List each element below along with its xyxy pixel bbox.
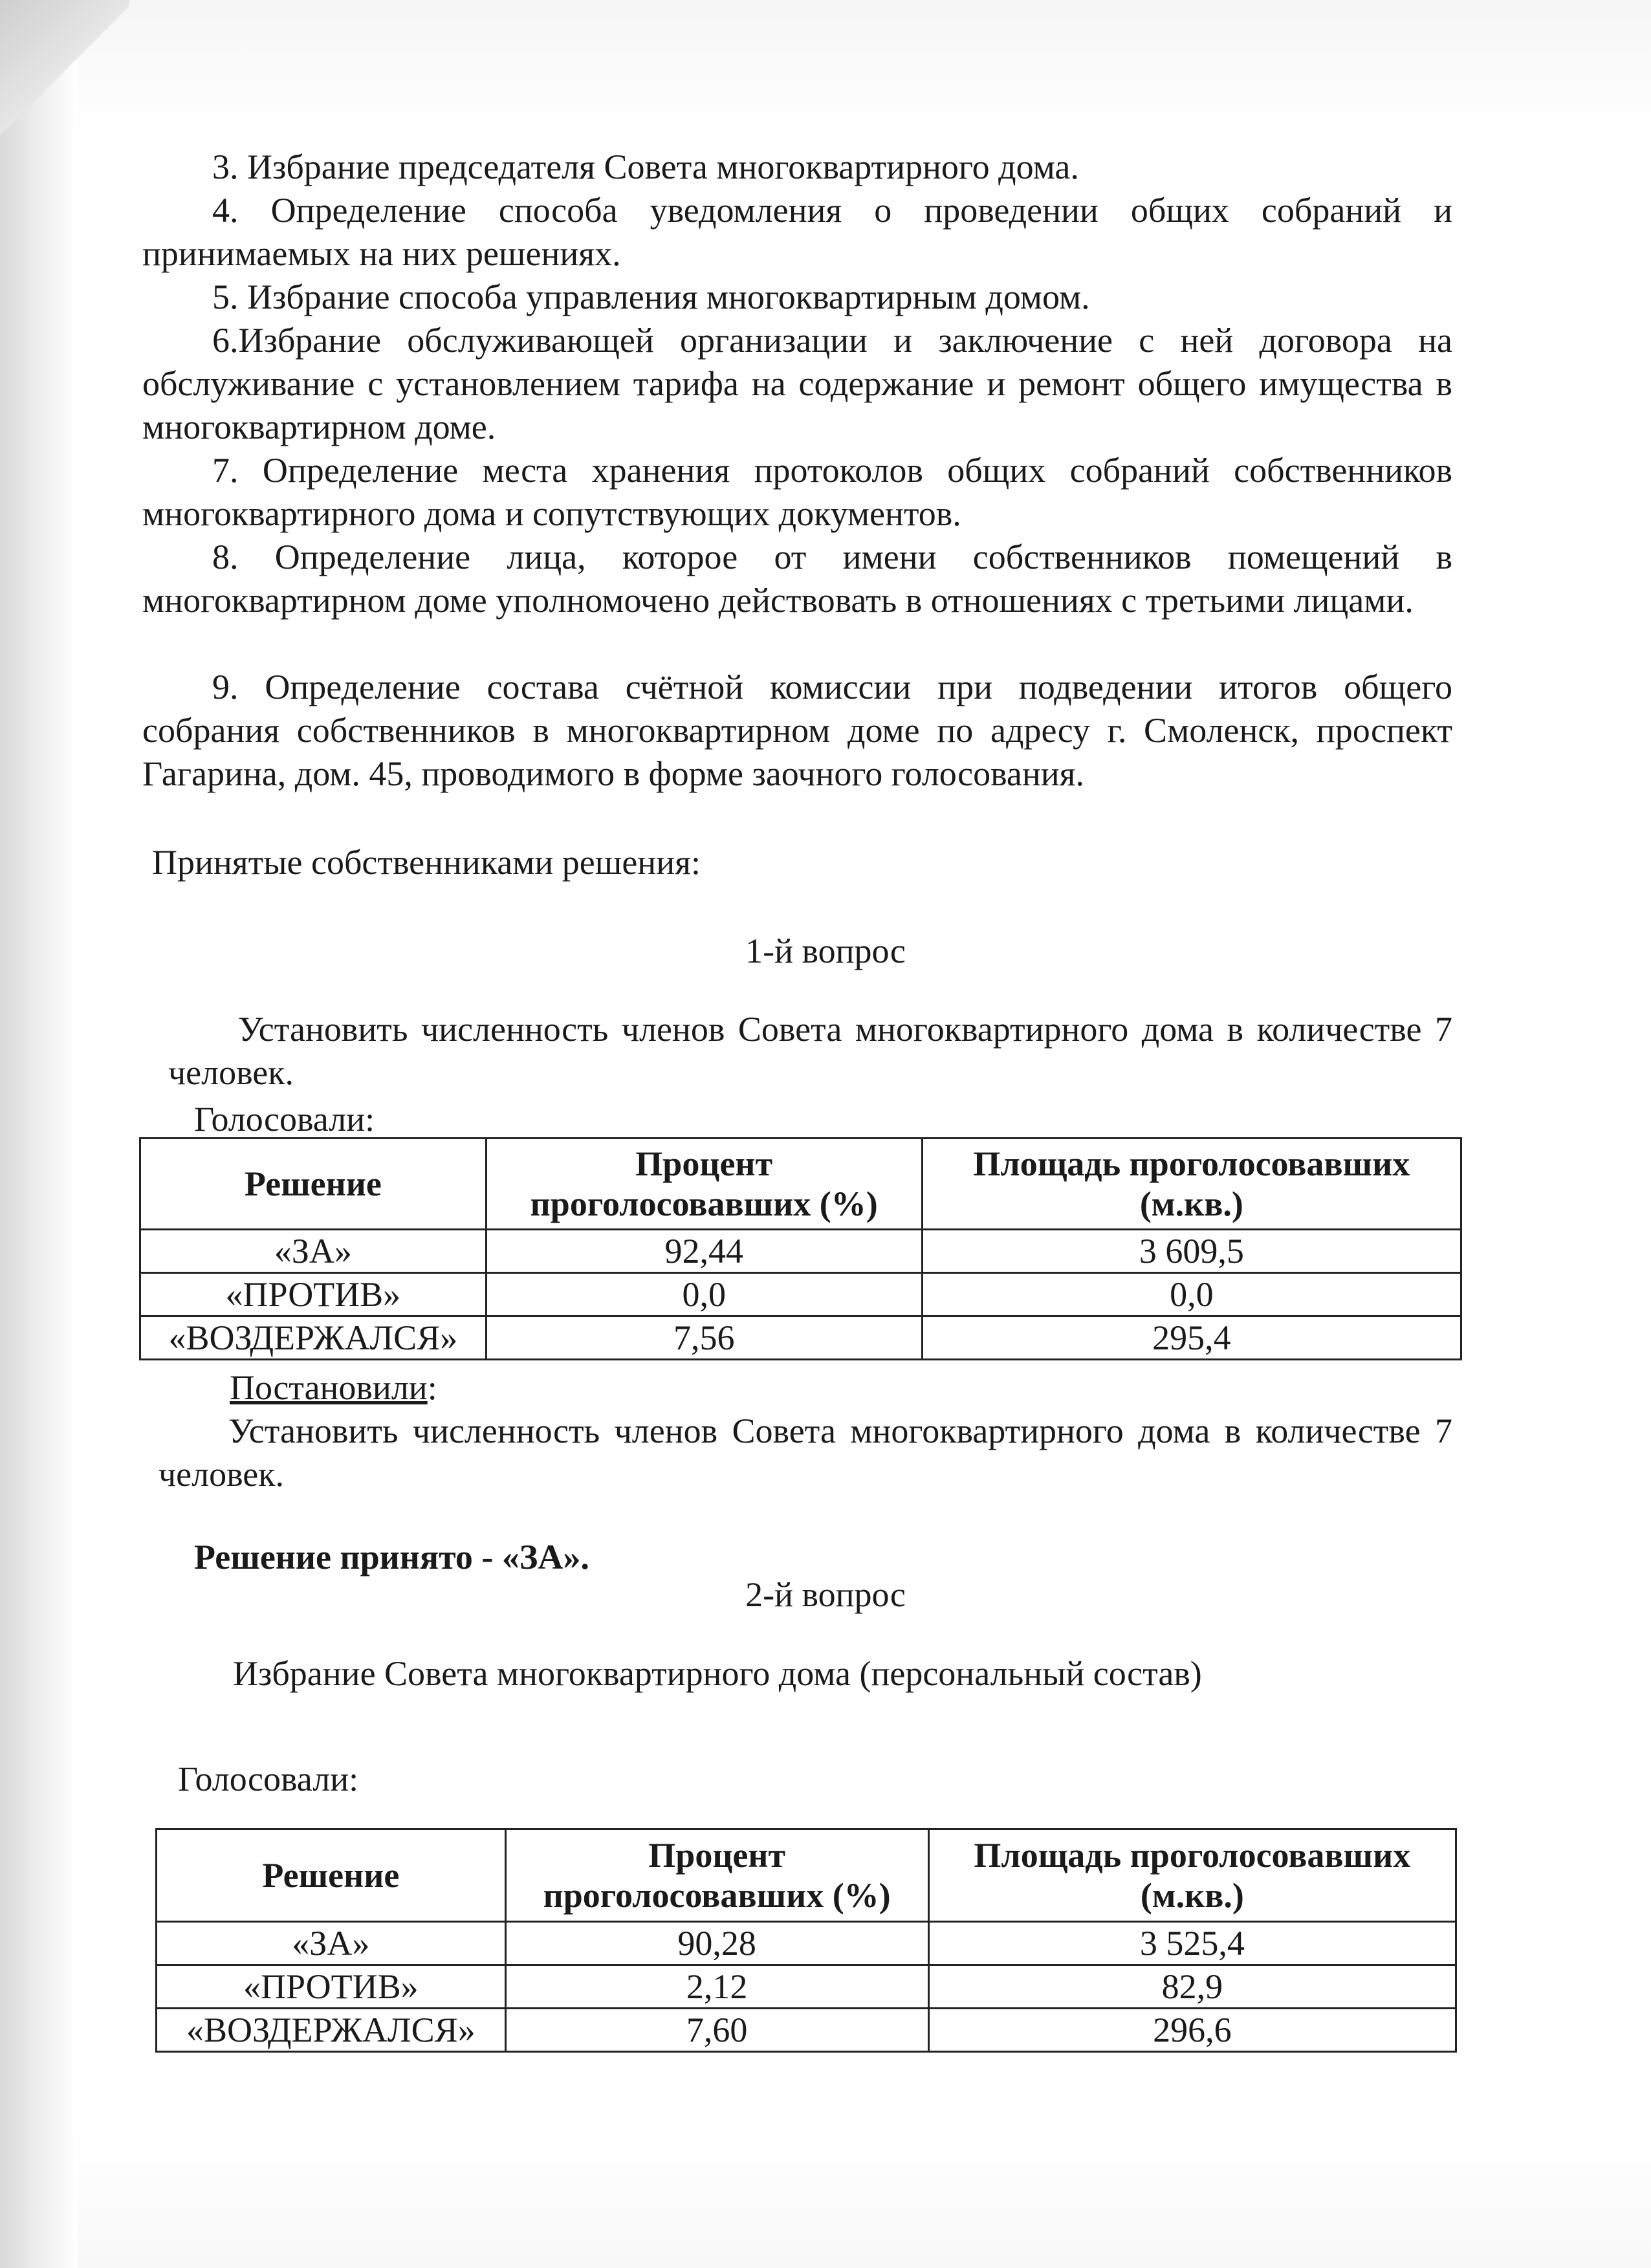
agenda-item-8: 8. Определение лица, которое от имени собственников помещений в многоквартирном доме уполномочено действовать в отношениях с третьими лицами. — [142, 538, 1452, 620]
table-row — [140, 1316, 1461, 1360]
header-area: Площадь проголосовавших (м.кв.) — [928, 1829, 1456, 1922]
header-percent: Процент проголосовавших (%) — [486, 1139, 922, 1230]
header-decision: Решение — [140, 1139, 487, 1230]
header-area: Площадь проголосовавших (м.кв.) — [922, 1139, 1461, 1230]
row-decision: «ВОЗДЕРЖАЛСЯ» — [157, 2009, 506, 2052]
row-area: 295,4 — [922, 1316, 1461, 1360]
table-row — [157, 1965, 1456, 2009]
row-area: 296,6 — [928, 2009, 1456, 2052]
q1-text: Установить численность членов Совета многоквартирного дома в количестве 7 человек. — [168, 1010, 1452, 1092]
q2-text: Избрание Совета многоквартирного дома (персональный состав) — [233, 1654, 1202, 1693]
q2-vote-table — [155, 1828, 1457, 2053]
row-decision: «ВОЗДЕРЖАЛСЯ» — [140, 1316, 487, 1360]
row-percent: 0,0 — [486, 1273, 922, 1316]
row-percent: 2,12 — [505, 1965, 928, 2009]
table-row — [157, 1922, 1456, 1965]
agenda-item-5: 5. Избрание способа управления многоквартирным домом. — [212, 278, 1090, 316]
header-percent: Процент проголосовавших (%) — [505, 1829, 928, 1922]
row-area: 82,9 — [928, 1965, 1456, 2009]
q2-voted-label: Голосовали: — [178, 1760, 359, 1798]
folded-corner — [0, 0, 129, 168]
row-area: 0,0 — [922, 1273, 1461, 1316]
row-area: 3 609,5 — [922, 1230, 1461, 1273]
header-decision: Решение — [157, 1829, 506, 1922]
agenda-item-6: 6.Избрание обслуживающей организации и заключение с ней договора на обслуживание с установлением тарифа на содержание и ремонт общего имущества в многоквартирном доме. — [142, 321, 1452, 446]
agenda-item-9: 9. Определение состава счётной комиссии при подведении итогов общего собрания собственников в многоквартирном доме по адресу г. Смоленск, проспект Гагарина, дом. 45, проводимого в форме заочного голосования. — [142, 668, 1452, 793]
q1-resolved-text: Установить численность членов Совета многоквартирного дома в количестве 7 человек. — [159, 1412, 1452, 1494]
table-row — [140, 1273, 1461, 1316]
table-row — [140, 1230, 1461, 1273]
q1-resolved-label: Постановили — [230, 1368, 428, 1407]
row-decision: «ЗА» — [157, 1922, 506, 1965]
row-percent: 90,28 — [505, 1922, 928, 1965]
table-header-row — [140, 1139, 1461, 1230]
row-decision: «ПРОТИВ» — [157, 1965, 506, 2009]
table-header-row — [157, 1829, 1456, 1922]
q1-vote-table — [139, 1137, 1462, 1360]
row-percent: 7,60 — [505, 2009, 928, 2052]
q1-title: 1-й вопрос — [745, 932, 906, 970]
row-area: 3 525,4 — [928, 1922, 1456, 1965]
q1-voted-label: Голосовали: — [194, 1100, 375, 1139]
agenda-item-7: 7. Определение места хранения протоколов общих собраний собственников многоквартирного дома и сопутствующих документов. — [142, 451, 1452, 533]
agenda-item-3: 3. Избрание председателя Совета многоквартирного дома. — [212, 147, 1079, 186]
row-percent: 92,44 — [486, 1230, 922, 1273]
row-decision: «ПРОТИВ» — [140, 1273, 487, 1316]
table-row — [157, 2009, 1456, 2052]
agenda-item-4: 4. Определение способа уведомления о проведении общих собраний и принимаемых на них решениях. — [142, 191, 1452, 273]
decisions-heading: Принятые собственниками решения: — [152, 843, 701, 882]
row-decision: «ЗА» — [140, 1230, 487, 1273]
q1-resolved-colon: : — [427, 1368, 437, 1407]
q1-resolved — [230, 1366, 437, 1410]
q2-title: 2-й вопрос — [745, 1575, 906, 1614]
page-fold-shadow — [0, 0, 78, 2268]
q1-result: Решение принято - «ЗА». — [194, 1538, 589, 1576]
row-percent: 7,56 — [486, 1316, 922, 1360]
